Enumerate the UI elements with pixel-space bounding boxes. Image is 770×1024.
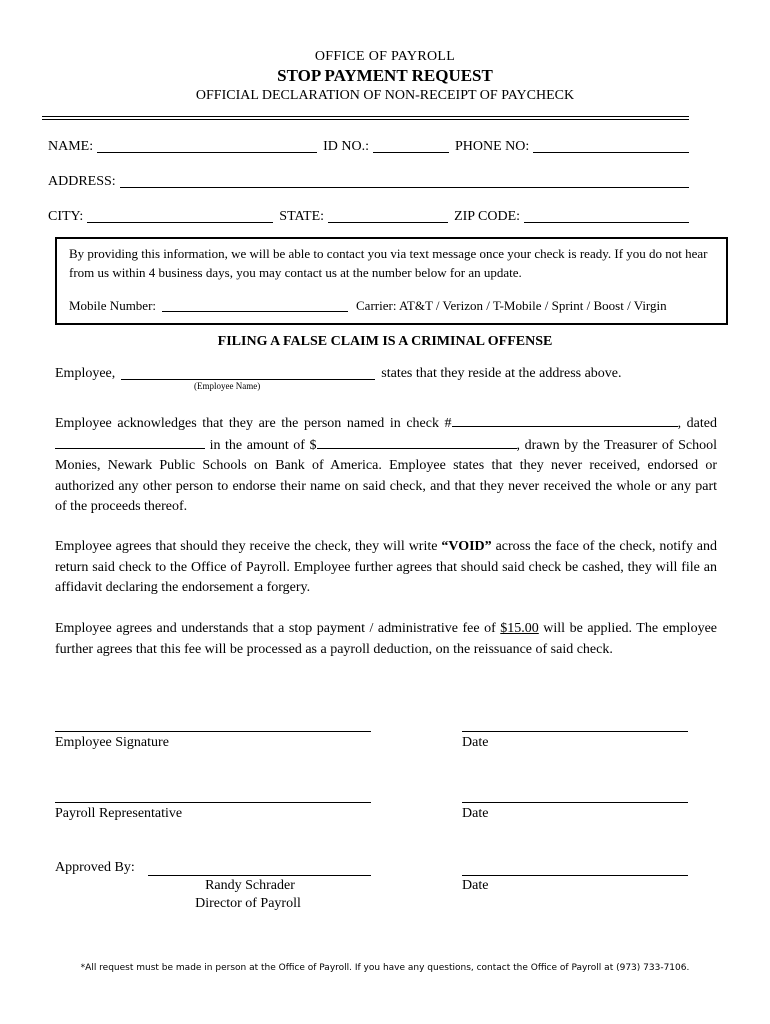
void-keyword: “VOID” (441, 539, 492, 554)
p2-text-a: Employee agrees that should they receive the check, they will write (55, 539, 442, 554)
name-id-phone-row (48, 138, 689, 155)
mobile-number-label: Mobile Number: (69, 298, 157, 313)
city-label: CITY: (48, 209, 84, 224)
check-amount-field[interactable] (317, 435, 517, 449)
approval-date-line[interactable] (462, 875, 688, 876)
address-field[interactable] (120, 173, 689, 188)
address-row (48, 173, 689, 190)
approved-by-label: Approved By: (55, 860, 135, 875)
id-field[interactable] (373, 138, 449, 153)
approved-by-signature-line[interactable] (148, 875, 371, 876)
fee-paragraph (55, 619, 717, 660)
p2-text-b: across the face of the check, notify and return said check to the Office of Payroll. Employee further agrees that should said check be cashed, they will file an affidavit declaring the endorsement a forgery. (55, 539, 717, 595)
phone-label: PHONE NO: (455, 139, 530, 154)
payroll-rep-label: Payroll Representative (55, 806, 183, 821)
zip-field[interactable] (524, 208, 689, 223)
form-subtitle: OFFICIAL DECLARATION OF NON-RECEIPT OF PAYCHECK (195, 88, 575, 103)
carrier-options: Carrier: AT&T / Verizon / T-Mobile / Sprint / Boost / Virgin (356, 298, 667, 313)
p1-text-e: , drawn by the Treasurer of School Monies, Newark Public Schools on Bank of America. Employee states that they never received, endorsed or authorized any other person to endorse their name on said check, and that they never received the whole or any part of the proceeds thereof. (55, 437, 717, 514)
header-rule-bottom (42, 119, 689, 120)
payroll-rep-signature-line[interactable] (55, 802, 371, 803)
employee-date-line[interactable] (462, 731, 688, 732)
acknowledgement-paragraph (55, 413, 717, 518)
form-title: STOP PAYMENT REQUEST (277, 66, 493, 85)
address-label: ADDRESS: (48, 174, 116, 189)
phone-field[interactable] (533, 138, 689, 153)
employee-name-field[interactable] (121, 365, 375, 380)
state-label: STATE: (279, 209, 325, 224)
state-field[interactable] (328, 208, 448, 223)
header-rule-top (42, 116, 689, 117)
name-field[interactable] (97, 138, 317, 153)
false-claim-warning: FILING A FALSE CLAIM IS A CRIMINAL OFFENSE (217, 334, 553, 349)
p3-text-a: Employee agrees and understands that a stop payment / administrative fee of (55, 621, 501, 636)
notice-text: By providing this information, we will be able to contact you via text message once your check is ready. If you do not hear from us within 4 business days, you may contact us at the number below for an update. (69, 246, 708, 280)
name-label: NAME: (48, 139, 94, 154)
void-paragraph (55, 537, 717, 599)
payroll-rep-date-label: Date (462, 806, 489, 821)
contact-notice-box (55, 237, 728, 325)
employee-signature-label: Employee Signature (55, 735, 169, 750)
check-number-field[interactable] (452, 413, 678, 427)
id-label: ID NO.: (323, 139, 370, 154)
employee-date-label: Date (462, 735, 489, 750)
p1-text-a: Employee acknowledges that they are the person named in check # (55, 416, 452, 431)
p1-text-d: in the amount of $ (209, 437, 317, 453)
zip-label: ZIP CODE: (454, 209, 521, 224)
approver-title: Director of Payroll (195, 896, 301, 911)
employee-suffix: states that they reside at the address above. (381, 366, 622, 381)
p1-text-b: , (677, 416, 682, 431)
city-field[interactable] (87, 208, 273, 223)
p1-text-c: dated (686, 416, 717, 431)
employee-name-caption: (Employee Name) (194, 381, 261, 391)
city-state-zip-row (48, 208, 689, 225)
mobile-number-field[interactable] (162, 299, 348, 312)
office-heading: OFFICE OF PAYROLL (314, 49, 456, 64)
approver-name: Randy Schrader (205, 878, 295, 893)
footer-note: *All request must be made in person at the Office of Payroll. If you have any questions, contact the Office of Payroll at (973) 733-7106. (80, 963, 690, 973)
employee-signature-line[interactable] (55, 731, 371, 732)
mobile-carrier-row (69, 298, 714, 314)
p3-text-b: will be applied. The employee further agrees that this fee will be processed as a payroll deduction, on the reissuance of said check. (55, 621, 717, 657)
check-date-field[interactable] (55, 435, 205, 449)
employee-prefix: Employee, (55, 366, 116, 381)
employee-name-row (55, 365, 717, 382)
approval-date-label: Date (462, 878, 489, 893)
fee-amount: $15.00 (500, 621, 539, 636)
payroll-rep-date-line[interactable] (462, 802, 688, 803)
